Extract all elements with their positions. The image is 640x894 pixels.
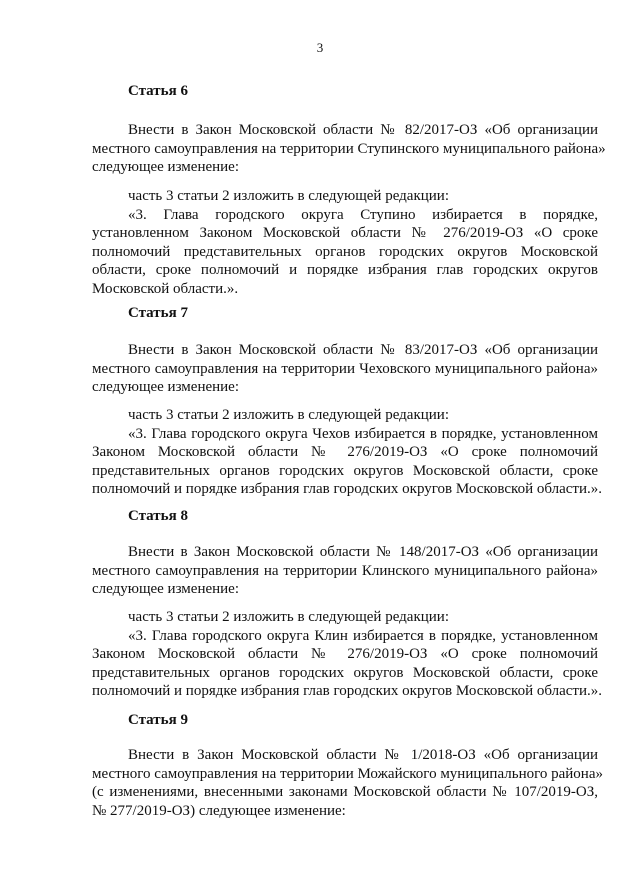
article-instruction: часть 3 статьи 2 изложить в следующей редакции: [128,407,449,423]
quote-text-line: установленном Законом Московской области № 276/2019-ОЗ «О сроке [92,225,598,241]
article-text-line: местного самоуправления на территории Ступинского муниципального района» [92,140,606,157]
article-heading: Статья 6 [128,83,188,99]
article-text-line: следующее изменение: [92,159,240,175]
article-instruction: часть 3 статьи 2 изложить в следующей редакции: [128,609,449,625]
quote-text-line: Законом Московской области № 276/2019-ОЗ «О сроке полномочий [92,646,598,662]
article-heading: Статья 9 [128,712,188,728]
quote-text-line: представительных органов городских округов Московской области, сроке [92,462,598,479]
article-text-line: местного самоуправления на территории Чеховского муниципального района» [92,360,598,377]
quote-text-line: Законом Московской области № 276/2019-ОЗ «О сроке полномочий [92,444,598,460]
article-text-line: Внести в Закон Московской области № 82/2017-ОЗ «Об организации [128,122,598,138]
quote-text-line: полномочий и порядке избрания глав городских округов Московской области.». [92,683,602,699]
article-text-line: (с изменениями, внесенными законами Московской области № 107/2019-ОЗ, [92,784,598,800]
article-heading: Статья 8 [128,508,188,524]
quote-text-line: Московской области.». [92,280,239,297]
quote-text-line: представительных органов городских округов Московской области, сроке [92,664,598,681]
article-text-line: Внести в Закон Московской области № 148/2017-ОЗ «Об организации [128,544,598,560]
article-text-line: № 277/2019-ОЗ) следующее изменение: [92,802,346,819]
quote-text-line: «3. Глава городского округа Ступино избирается в порядке, [128,206,598,223]
quote-text-line: полномочий и порядке избрания глав городских округов Московской области.». [92,481,602,497]
quote-text-line: полномочий представительных органов городских округов Московской [92,243,598,260]
article-text-line: Внести в Закон Московской области № 83/2017-ОЗ «Об организации [128,342,598,358]
article-text-line: следующее изменение: [92,581,240,597]
quote-text-line: «3. Глава городского округа Чехов избирается в порядке, установленном [128,425,598,442]
article-instruction: часть 3 статьи 2 изложить в следующей редакции: [128,188,449,204]
article-text-line: следующее изменение: [92,379,240,395]
page-number: 3 [316,40,324,55]
quote-text-line: области, сроке полномочий и порядке избрания глав городских округов [92,262,598,278]
article-heading: Статья 7 [128,305,188,321]
article-text-line: местного самоуправления на территории Клинского муниципального района» [92,562,598,579]
quote-text-line: «3. Глава городского округа Клин избирается в порядке, установленном [128,627,598,644]
article-text-line: местного самоуправления на территории Можайского муниципального района» [92,765,603,782]
article-text-line: Внести в Закон Московской области № 1/2018-ОЗ «Об организации [128,747,598,763]
